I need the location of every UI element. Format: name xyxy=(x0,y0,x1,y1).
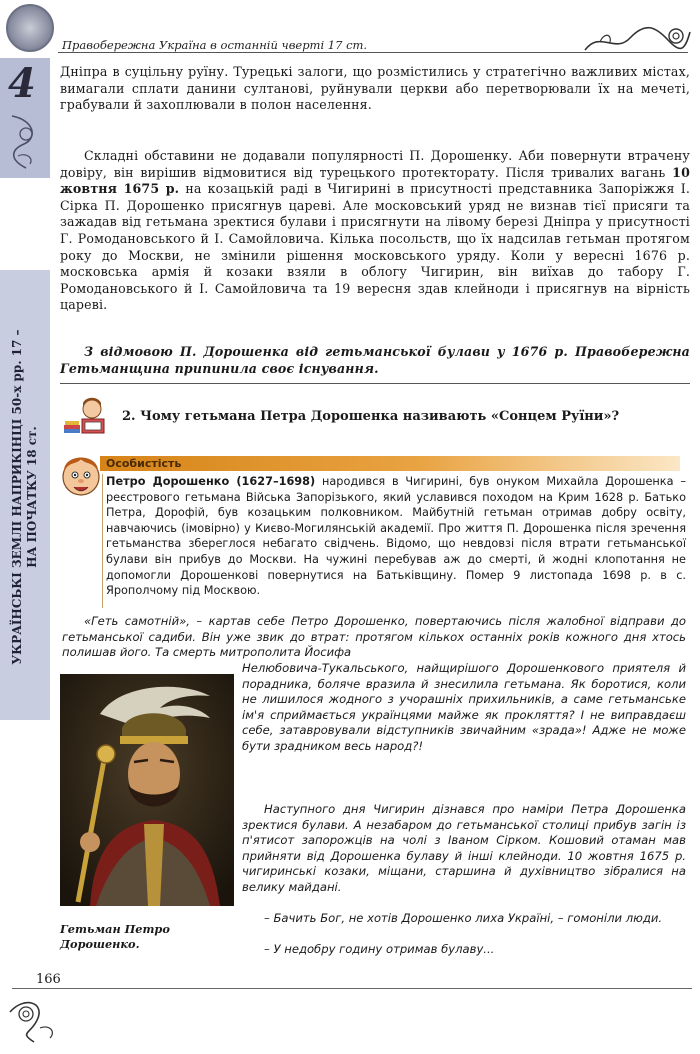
footer-ornament-icon xyxy=(4,992,60,1048)
footer-rule xyxy=(12,988,692,989)
section-side-title xyxy=(2,282,48,712)
paragraph-1: Дніпра в суцільну руїну. Турецькі залоги, що розмістились у стратегічно важливих містах, вимагали сплати данини султанові, руйнували церкви або перетворювали їх на мечеті, грабували й захоплювали в полон населення. xyxy=(60,64,690,113)
narrative-paragraph-1: «Геть самотній», – картав себе Петро Дорошенко, повертаючись після жалобної відправи до гетьманської садиби. Він уже звик до втрат: протягом кількох останніх років кожного дня хтось полишав його. Та смерть митрополита Йосифа xyxy=(62,614,686,659)
personality-header-bar xyxy=(100,456,680,471)
running-header-title: Правобережна Україна в останній чверті 17 ст. xyxy=(62,38,368,52)
narrative-paragraph-3: Наступного дня Чигирин дізнався про наміри Петра Дорошенка зректися булави. А незабаром до гетьманської столиці прибув загін із п'ятисот запорожців на чолі з Іваном Сірком. Кошовий отаман мав прийняти від Дорошенка булаву й інші клейноди. 10 жовтня 1675 р. чигиринські козаки, міщани, старшина й духівництво зібралися на велику майдані. xyxy=(242,802,686,894)
personality-body: народився в Чигирині, був онуком Михайла Дорошенка – реєстрового гетьмана Війська Запорізького, який уславився походом на Крим 1628 р. Батько Петра, Дорофій, був козацьким полковником. Майбутній гетьман отримав добру освіту, навчаючись (імовірно) у Києво-Могилянській академії. Про життя П. Дорошенка після зречення гетьманства збереглося небагато свідчень. Відомо, що невдовзі після втрати гетьманської булави він прибув до Москви. На чужині перебував аж до смерті, й жодні клопотання не допомогли Дорошенкові повернутися на Батьківщину. Помер 9 листопада 1698 р. в с. Ярополчому під Москвою. xyxy=(106,475,686,598)
header-ornament-icon xyxy=(580,20,695,58)
personality-rule xyxy=(102,474,103,608)
narrative-paragraph-2: Нелюбовича-Тукальського, найщирішого Дорошенкового приятеля й порадника, боляче вразила й знесилила гетьмана. Як боротися, коли не лишилося жодного з учорашніх прихильників, а саме гетьманське ім'я сприймається українцями майже як прокляття? І не виправдаєш себе, затавровували відступників звичайним «зрада»! Адже не може бути зрадником весь народ?! xyxy=(242,661,686,753)
boy-face-icon xyxy=(56,447,106,503)
section-rule xyxy=(60,383,690,384)
paragraph-conclusion: З відмовою П. Дорошенка від гетьманської булави у 1676 р. Правобережна Гетьманщина припинила своє існування. xyxy=(60,344,690,376)
side-title-line2: НА ПОЧАТКУ 18 ст. xyxy=(25,426,39,568)
page-number: 166 xyxy=(36,972,61,987)
personality-name: Петро Дорошенко (1627–1698) xyxy=(106,475,316,488)
side-title-line1: УКРАЇНСЬКІ ЗЕМЛІ НАПРИКІНЦІ 50-х рр. 17 – xyxy=(10,329,24,665)
portrait-caption: Гетьман Петро Дорошенко. xyxy=(60,922,170,951)
paragraph-2-date: 10 жовтня 1675 р. xyxy=(60,164,690,197)
emblem-seal-icon xyxy=(6,4,54,52)
paragraph-2-part-a: Складні обставини не додавали популярності П. Дорошенку. Аби повернути втрачену довіру, він вирішив відмовитися від турецького протекторату. Після тривалих вагань xyxy=(60,148,690,180)
portrait-image xyxy=(60,674,234,906)
reading-student-icon xyxy=(62,395,112,437)
question-text: 2. Чому гетьмана Петра Дорошенка називають «Сонцем Руїни»? xyxy=(122,409,620,424)
paragraph-2 xyxy=(60,148,690,314)
personality-heading: Особистість xyxy=(106,457,182,470)
paragraph-2-part-b: на козацькій раді в Чигирині в присутності представника Запоріжжя І. Сірка П. Дорошенко присягнув цареві. Але московський уряд не визнав тієї присяги та зажадав від гетьмана зректися булави і присягнути на лівому березі Дніпра у присутності Г. Ромодановського й І. Самойловича. Кілька посольств, що їх надсилав гетьман протягом року до Москви, не змінили рішення московського уряду. Коли у вересні 1676 р. московська армія й козаки взяли в облогу Чигирин, він виїхав до табору Г. Ромодановського й І. Самойловича та 19 вересня здав клейноди і присягнув на вірність цареві. xyxy=(60,181,690,313)
narrative-quote-2: – У недобру годину отримав булаву... xyxy=(264,942,495,956)
chapter-ornament-icon xyxy=(4,112,46,174)
narrative-quote-1: – Бачить Бог, не хотів Дорошенко лиха Україні, – гомоніли люди. xyxy=(264,911,663,925)
personality-text xyxy=(106,474,686,599)
chapter-number: 4 xyxy=(8,60,36,107)
